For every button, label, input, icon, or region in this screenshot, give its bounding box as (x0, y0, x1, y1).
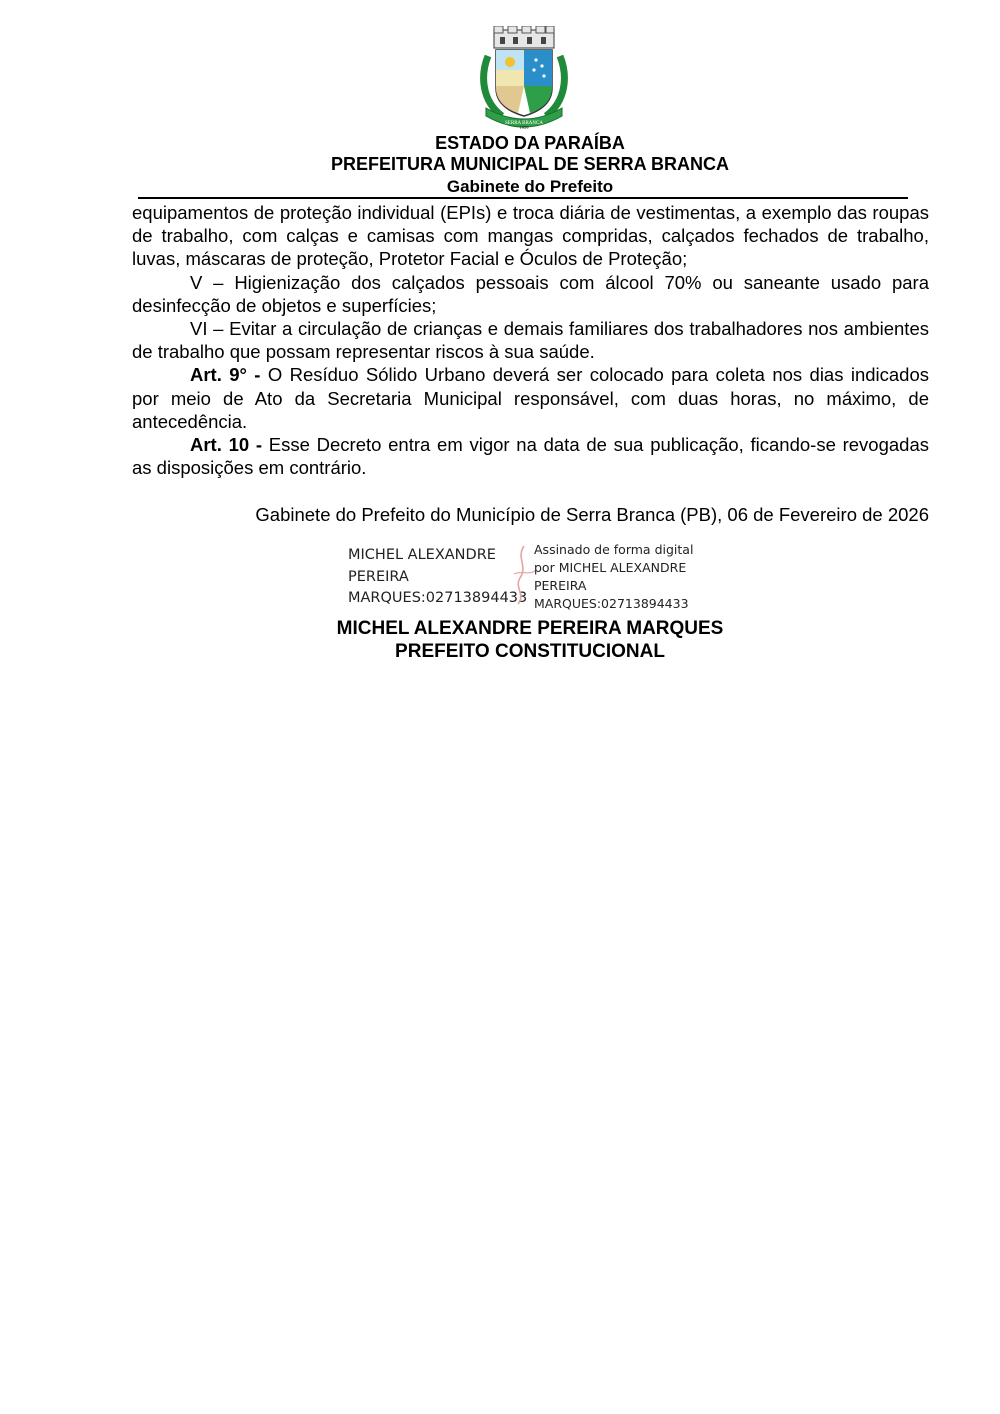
paragraph-epi: equipamentos de proteção individual (EPIs) e troca diária de vestimentas, a exemplo das roupas de trabalho, com calças e camisas com mangas compridas, calçados fechados de trabalho, luvas, máscaras de proteção, Protetor Facial e Óculos de Proteção; (132, 202, 929, 270)
article-9 (132, 363, 929, 433)
header-divider (138, 197, 908, 199)
digital-signature-name (348, 545, 528, 610)
decree-body (132, 201, 929, 479)
item-vi: VI – Evitar a circulação de crianças e demais familiares dos trabalhadores nos ambientes de trabalho que possam representar riscos à sua saúde. (132, 318, 929, 363)
article-9-label: Art. 9° - (190, 364, 261, 386)
signature-stamp-line: por MICHEL ALEXANDRE (534, 560, 687, 575)
office-heading: Gabinete do Prefeito (446, 177, 614, 196)
signature-name-line: PEREIRA (348, 568, 409, 585)
article-9-text: O Resíduo Sólido Urbano deverá ser colocado para coleta nos dias indicados por meio de Ato da Secretaria Municipal responsável, com duas horas, no máximo, de antecedência. (132, 364, 929, 432)
svg-text:1959: 1959 (519, 125, 529, 130)
signature-stamp-line: Assinado de forma digital (534, 542, 694, 557)
item-v: V – Higienização dos calçados pessoais com álcool 70% ou saneante usado para desinfecção de objetos e superfícies; (132, 271, 929, 316)
state-heading: ESTADO DA PARAÍBA (435, 133, 625, 153)
article-10-text: Esse Decreto entra em vigor na data de sua publicação, ficando-se revogadas as disposições em contrário. (132, 434, 929, 479)
signer-role: PREFEITO CONSTITUCIONAL (395, 641, 665, 662)
article-10-label: Art. 10 - (190, 434, 263, 456)
municipal-crest-icon (478, 26, 570, 130)
article-10 (132, 433, 929, 479)
digital-signature-stamp (534, 541, 714, 613)
signature-stamp-line: PEREIRA (534, 578, 587, 593)
place-and-date: Gabinete do Prefeito do Município de Serra Branca (PB), 06 de Fevereiro de 2026 (255, 504, 929, 525)
prefecture-heading: PREFEITURA MUNICIPAL DE SERRA BRANCA (330, 154, 729, 174)
svg-text:SERRA BRANCA: SERRA BRANCA (505, 121, 543, 126)
signature-stamp-line: MARQUES:02713894433 (534, 596, 689, 611)
signer-name: MICHEL ALEXANDRE PEREIRA MARQUES (336, 618, 724, 639)
signature-name-line: MICHEL ALEXANDRE (348, 547, 496, 563)
signature-name-line: MARQUES:02713894433 (348, 590, 528, 606)
